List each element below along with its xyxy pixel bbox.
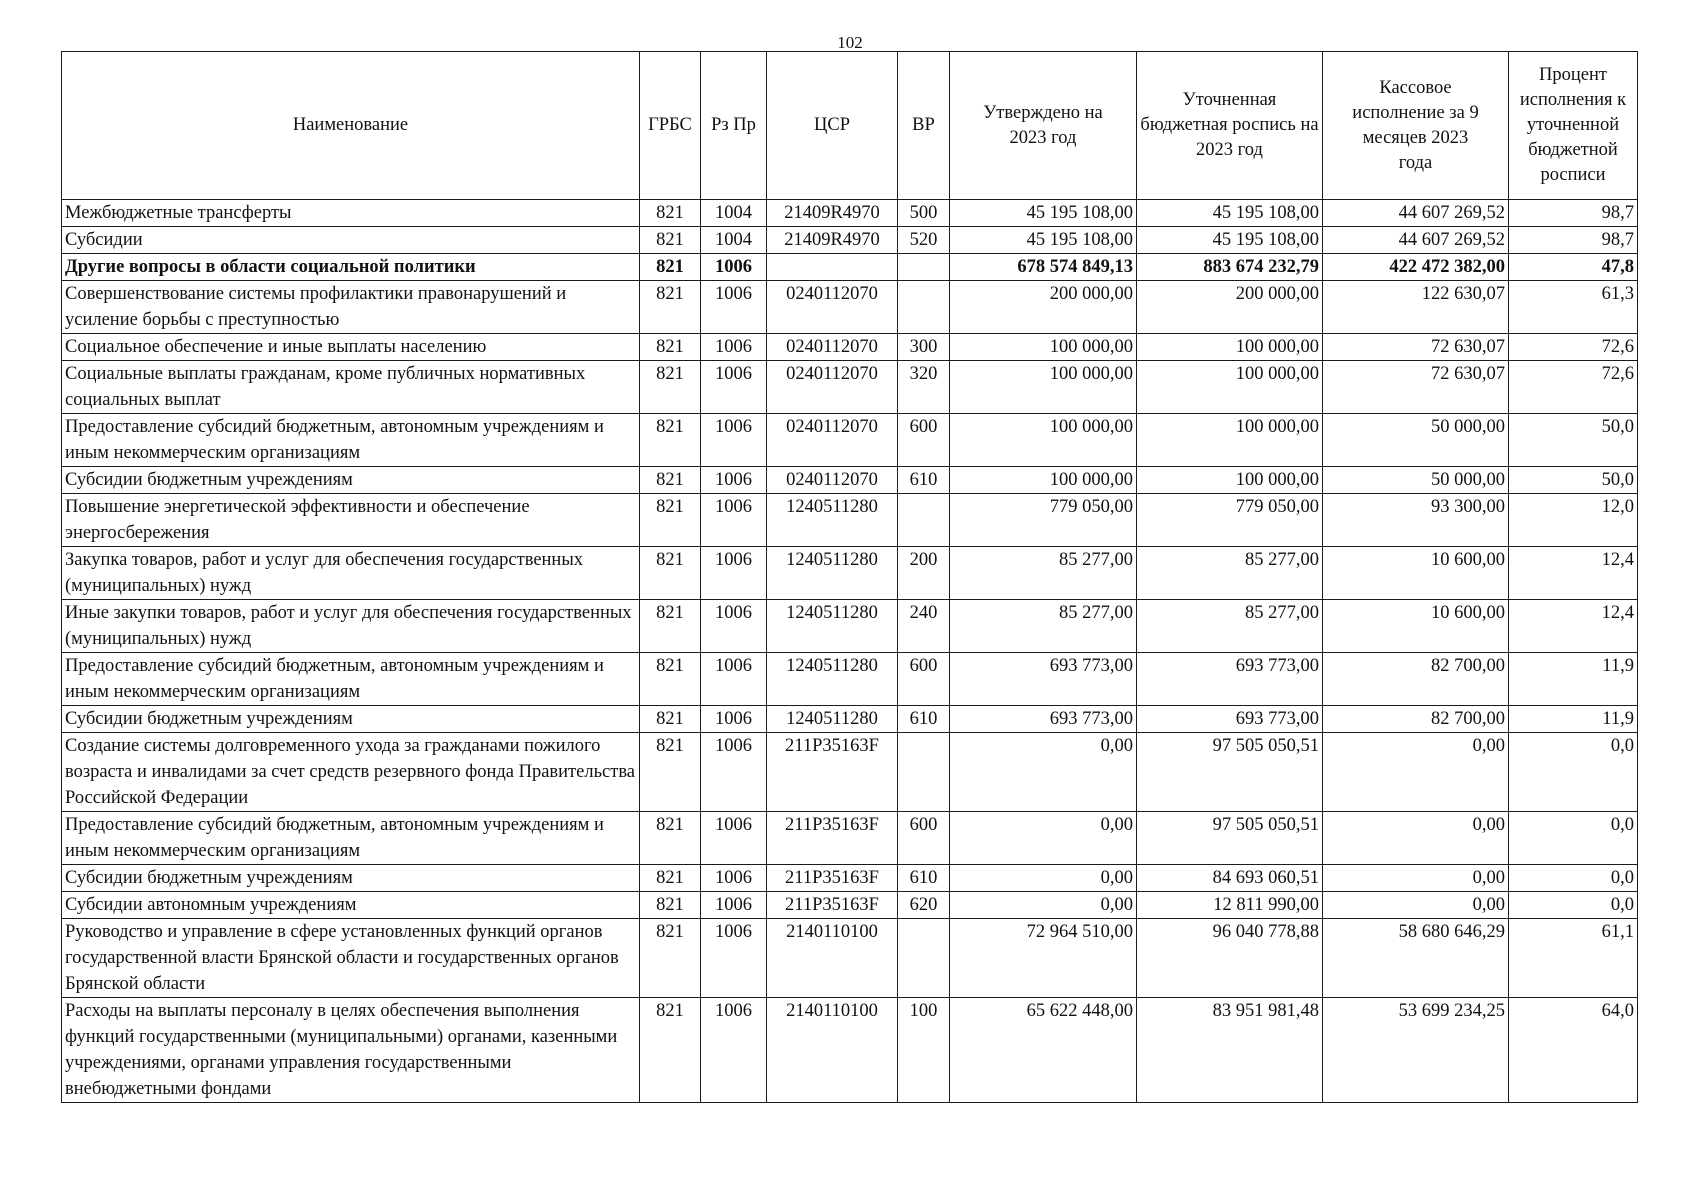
cell-percent: 72,6 [1509, 361, 1638, 414]
cell-csr: 2140110100 [767, 998, 898, 1103]
column-header-vr: ВР [898, 52, 950, 200]
cell-executed: 53 699 234,25 [1323, 998, 1509, 1103]
cell-csr: 1240511280 [767, 600, 898, 653]
cell-refined: 100 000,00 [1137, 361, 1323, 414]
cell-refined: 96 040 778,88 [1137, 919, 1323, 998]
cell-approved: 779 050,00 [950, 494, 1137, 547]
cell-name: Иные закупки товаров, работ и услуг для обеспечения государственных (муниципальных) нужд [62, 600, 640, 653]
cell-refined: 200 000,00 [1137, 281, 1323, 334]
cell-name: Руководство и управление в сфере установленных функций органов государственной власти Брянской области и государственных органов Брянской области [62, 919, 640, 998]
cell-executed: 0,00 [1323, 812, 1509, 865]
cell-csr: 0240112070 [767, 334, 898, 361]
cell-executed: 0,00 [1323, 733, 1509, 812]
cell-vr: 520 [898, 227, 950, 254]
cell-approved: 693 773,00 [950, 653, 1137, 706]
cell-percent: 11,9 [1509, 706, 1638, 733]
cell-executed: 93 300,00 [1323, 494, 1509, 547]
cell-approved: 678 574 849,13 [950, 254, 1137, 281]
cell-grbs: 821 [640, 547, 701, 600]
cell-refined: 12 811 990,00 [1137, 892, 1323, 919]
cell-refined: 100 000,00 [1137, 467, 1323, 494]
cell-approved: 85 277,00 [950, 600, 1137, 653]
cell-name: Социальное обеспечение и иные выплаты населению [62, 334, 640, 361]
cell-approved: 0,00 [950, 865, 1137, 892]
cell-name: Социальные выплаты гражданам, кроме публичных нормативных социальных выплат [62, 361, 640, 414]
cell-rzpr: 1006 [701, 547, 767, 600]
cell-grbs: 821 [640, 998, 701, 1103]
cell-executed: 44 607 269,52 [1323, 200, 1509, 227]
cell-refined: 100 000,00 [1137, 414, 1323, 467]
cell-refined: 45 195 108,00 [1137, 227, 1323, 254]
cell-percent: 11,9 [1509, 653, 1638, 706]
cell-csr: 1240511280 [767, 547, 898, 600]
cell-vr [898, 254, 950, 281]
cell-csr: 1240511280 [767, 494, 898, 547]
cell-approved: 85 277,00 [950, 547, 1137, 600]
cell-percent: 12,0 [1509, 494, 1638, 547]
cell-executed: 82 700,00 [1323, 706, 1509, 733]
table-row [62, 600, 1638, 653]
cell-refined: 693 773,00 [1137, 706, 1323, 733]
cell-percent: 0,0 [1509, 892, 1638, 919]
cell-csr: 1240511280 [767, 653, 898, 706]
cell-name: Закупка товаров, работ и услуг для обеспечения государственных (муниципальных) нужд [62, 547, 640, 600]
cell-name: Создание системы долговременного ухода за гражданами пожилого возраста и инвалидами за счет средств резервного фонда Правительства Российской Федерации [62, 733, 640, 812]
cell-percent: 0,0 [1509, 812, 1638, 865]
cell-rzpr: 1006 [701, 414, 767, 467]
table-row [62, 706, 1638, 733]
cell-refined: 97 505 050,51 [1137, 733, 1323, 812]
table-row [62, 865, 1638, 892]
column-header-percent: Процент исполнения к уточненной бюджетной росписи [1509, 52, 1638, 200]
cell-refined: 84 693 060,51 [1137, 865, 1323, 892]
cell-executed: 50 000,00 [1323, 414, 1509, 467]
column-header-executed: Кассовое исполнение за 9 месяцев 2023 года [1323, 52, 1509, 200]
column-header-rzpr: Рз Пр [701, 52, 767, 200]
cell-name: Субсидии [62, 227, 640, 254]
table-row [62, 919, 1638, 998]
table-row [62, 227, 1638, 254]
table-row [62, 812, 1638, 865]
cell-approved: 100 000,00 [950, 361, 1137, 414]
cell-rzpr: 1006 [701, 892, 767, 919]
cell-grbs: 821 [640, 334, 701, 361]
cell-grbs: 821 [640, 414, 701, 467]
column-header-grbs: ГРБС [640, 52, 701, 200]
cell-csr: 211P35163F [767, 865, 898, 892]
cell-approved: 0,00 [950, 892, 1137, 919]
cell-percent: 61,1 [1509, 919, 1638, 998]
cell-grbs: 821 [640, 200, 701, 227]
cell-percent: 72,6 [1509, 334, 1638, 361]
cell-rzpr: 1006 [701, 494, 767, 547]
column-header-csr: ЦСР [767, 52, 898, 200]
cell-grbs: 821 [640, 653, 701, 706]
cell-rzpr: 1006 [701, 733, 767, 812]
cell-csr: 211P35163F [767, 733, 898, 812]
cell-vr: 320 [898, 361, 950, 414]
budget-table [61, 51, 1638, 1103]
cell-executed: 82 700,00 [1323, 653, 1509, 706]
table-row [62, 494, 1638, 547]
cell-executed: 10 600,00 [1323, 600, 1509, 653]
cell-rzpr: 1006 [701, 254, 767, 281]
cell-vr: 600 [898, 653, 950, 706]
cell-grbs: 821 [640, 812, 701, 865]
cell-name: Межбюджетные трансферты [62, 200, 640, 227]
cell-csr: 211P35163F [767, 812, 898, 865]
cell-grbs: 821 [640, 919, 701, 998]
table-row [62, 414, 1638, 467]
cell-csr: 0240112070 [767, 467, 898, 494]
cell-rzpr: 1006 [701, 653, 767, 706]
cell-vr: 610 [898, 467, 950, 494]
cell-csr: 0240112070 [767, 361, 898, 414]
cell-percent: 12,4 [1509, 547, 1638, 600]
cell-percent: 12,4 [1509, 600, 1638, 653]
cell-executed: 422 472 382,00 [1323, 254, 1509, 281]
cell-csr: 0240112070 [767, 414, 898, 467]
cell-executed: 72 630,07 [1323, 361, 1509, 414]
cell-rzpr: 1006 [701, 865, 767, 892]
cell-refined: 85 277,00 [1137, 547, 1323, 600]
table-row [62, 334, 1638, 361]
cell-name: Совершенствование системы профилактики правонарушений и усиление борьбы с преступностью [62, 281, 640, 334]
cell-executed: 44 607 269,52 [1323, 227, 1509, 254]
cell-refined: 883 674 232,79 [1137, 254, 1323, 281]
cell-csr: 1240511280 [767, 706, 898, 733]
cell-csr: 0240112070 [767, 281, 898, 334]
cell-approved: 693 773,00 [950, 706, 1137, 733]
cell-approved: 0,00 [950, 733, 1137, 812]
cell-refined: 779 050,00 [1137, 494, 1323, 547]
cell-refined: 693 773,00 [1137, 653, 1323, 706]
cell-csr: 211P35163F [767, 892, 898, 919]
cell-executed: 122 630,07 [1323, 281, 1509, 334]
cell-rzpr: 1006 [701, 281, 767, 334]
cell-grbs: 821 [640, 494, 701, 547]
cell-executed: 72 630,07 [1323, 334, 1509, 361]
cell-approved: 45 195 108,00 [950, 227, 1137, 254]
table-row [62, 200, 1638, 227]
cell-executed: 0,00 [1323, 865, 1509, 892]
table-row [62, 653, 1638, 706]
cell-refined: 100 000,00 [1137, 334, 1323, 361]
cell-grbs: 821 [640, 892, 701, 919]
table-row [62, 361, 1638, 414]
cell-vr: 600 [898, 414, 950, 467]
page-number: 102 [837, 33, 863, 52]
cell-csr [767, 254, 898, 281]
cell-refined: 97 505 050,51 [1137, 812, 1323, 865]
cell-approved: 200 000,00 [950, 281, 1137, 334]
cell-vr: 100 [898, 998, 950, 1103]
cell-rzpr: 1006 [701, 600, 767, 653]
cell-percent: 64,0 [1509, 998, 1638, 1103]
cell-approved: 100 000,00 [950, 334, 1137, 361]
cell-percent: 0,0 [1509, 865, 1638, 892]
cell-vr: 600 [898, 812, 950, 865]
cell-vr [898, 919, 950, 998]
cell-approved: 65 622 448,00 [950, 998, 1137, 1103]
table-row [62, 733, 1638, 812]
table-row [62, 892, 1638, 919]
cell-vr: 240 [898, 600, 950, 653]
cell-name: Субсидии бюджетным учреждениям [62, 865, 640, 892]
cell-grbs: 821 [640, 361, 701, 414]
table-row [62, 998, 1638, 1103]
cell-csr: 2140110100 [767, 919, 898, 998]
cell-vr: 610 [898, 706, 950, 733]
cell-refined: 85 277,00 [1137, 600, 1323, 653]
cell-name: Расходы на выплаты персоналу в целях обеспечения выполнения функций государственными (муниципальными) органами, казенными учреждениями, органами управления государственными внебюджетными фондами [62, 998, 640, 1103]
cell-executed: 10 600,00 [1323, 547, 1509, 600]
cell-percent: 47,8 [1509, 254, 1638, 281]
cell-csr: 21409R4970 [767, 200, 898, 227]
cell-vr [898, 494, 950, 547]
table-row [62, 281, 1638, 334]
cell-name: Предоставление субсидий бюджетным, автономным учреждениям и иным некоммерческим организациям [62, 414, 640, 467]
cell-rzpr: 1006 [701, 334, 767, 361]
cell-percent: 50,0 [1509, 414, 1638, 467]
cell-approved: 0,00 [950, 812, 1137, 865]
table-row [62, 547, 1638, 600]
cell-vr: 500 [898, 200, 950, 227]
cell-percent: 0,0 [1509, 733, 1638, 812]
cell-name: Субсидии бюджетным учреждениям [62, 467, 640, 494]
cell-refined: 45 195 108,00 [1137, 200, 1323, 227]
cell-rzpr: 1006 [701, 919, 767, 998]
cell-percent: 50,0 [1509, 467, 1638, 494]
cell-approved: 100 000,00 [950, 414, 1137, 467]
cell-grbs: 821 [640, 865, 701, 892]
cell-grbs: 821 [640, 733, 701, 812]
cell-percent: 61,3 [1509, 281, 1638, 334]
cell-vr: 610 [898, 865, 950, 892]
cell-grbs: 821 [640, 254, 701, 281]
cell-name: Предоставление субсидий бюджетным, автономным учреждениям и иным некоммерческим организациям [62, 812, 640, 865]
column-header-refined: Уточненная бюджетная роспись на 2023 год [1137, 52, 1323, 200]
table-row [62, 254, 1638, 281]
cell-csr: 21409R4970 [767, 227, 898, 254]
cell-approved: 45 195 108,00 [950, 200, 1137, 227]
cell-vr: 200 [898, 547, 950, 600]
cell-name: Повышение энергетической эффективности и обеспечение энергосбережения [62, 494, 640, 547]
cell-grbs: 821 [640, 467, 701, 494]
table-row [62, 467, 1638, 494]
cell-refined: 83 951 981,48 [1137, 998, 1323, 1103]
cell-grbs: 821 [640, 706, 701, 733]
cell-rzpr: 1004 [701, 200, 767, 227]
cell-rzpr: 1006 [701, 467, 767, 494]
cell-name: Субсидии автономным учреждениям [62, 892, 640, 919]
column-header-approved: Утверждено на 2023 год [950, 52, 1137, 200]
cell-name: Субсидии бюджетным учреждениям [62, 706, 640, 733]
cell-rzpr: 1006 [701, 361, 767, 414]
cell-approved: 100 000,00 [950, 467, 1137, 494]
cell-executed: 0,00 [1323, 892, 1509, 919]
cell-name: Предоставление субсидий бюджетным, автономным учреждениям и иным некоммерческим организациям [62, 653, 640, 706]
cell-grbs: 821 [640, 227, 701, 254]
cell-rzpr: 1006 [701, 812, 767, 865]
cell-rzpr: 1006 [701, 706, 767, 733]
table-body [62, 200, 1638, 1103]
cell-name: Другие вопросы в области социальной политики [62, 254, 640, 281]
cell-executed: 58 680 646,29 [1323, 919, 1509, 998]
cell-approved: 72 964 510,00 [950, 919, 1137, 998]
cell-vr: 300 [898, 334, 950, 361]
cell-grbs: 821 [640, 600, 701, 653]
cell-grbs: 821 [640, 281, 701, 334]
cell-executed: 50 000,00 [1323, 467, 1509, 494]
cell-percent: 98,7 [1509, 200, 1638, 227]
cell-vr [898, 281, 950, 334]
cell-vr: 620 [898, 892, 950, 919]
table-header-row [62, 52, 1638, 200]
column-header-name: Наименование [62, 52, 640, 200]
cell-percent: 98,7 [1509, 227, 1638, 254]
cell-vr [898, 733, 950, 812]
cell-rzpr: 1004 [701, 227, 767, 254]
cell-rzpr: 1006 [701, 998, 767, 1103]
